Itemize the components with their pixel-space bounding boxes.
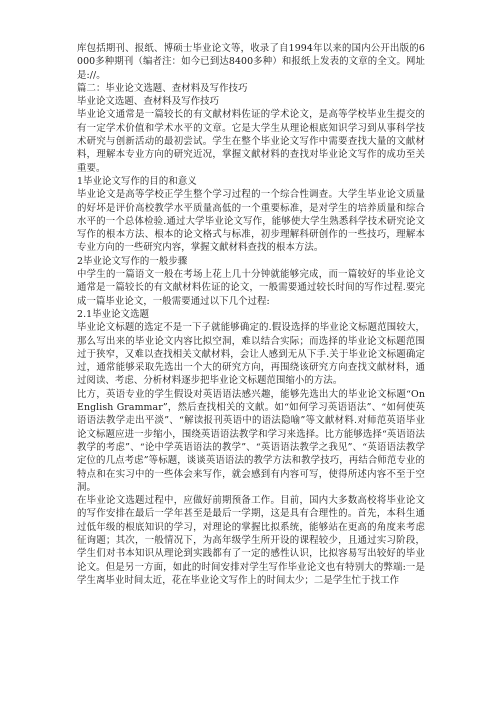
paragraph-thesis-overview: 毕业论文通常是一篇较长的有文献材料佐证的学术论文，是高等学校毕业生提交的有一定学术价值和学术水平的文章。它是大学生从理论根底知识学习到从事科学技术研究与创新活动的最初尝试。学生在整个毕业论文写作中需要查找大量的文献材料，理解本专业方向的研究近况，掌握文献材料的查找对毕业论文写作的成功至关重要。	[77, 109, 425, 174]
article-title: 毕业论文选题、查材料及写作技巧	[77, 96, 220, 108]
document-body	[77, 42, 425, 587]
section-heading-part-two: 篇二：毕业论文选题、查材料及写作技巧	[77, 82, 248, 94]
paragraph-steps-intro: 中学生的一篇语文一般在考场上花上几十分钟就能够完成，而一篇较好的毕业论文通常是一篇较长的有文献材料佐证的论文，一般需要通过较长时间的写作过程.要完成一篇毕业论文，一般需要通过以下几个过程:	[77, 269, 425, 307]
heading-general-steps: 2毕业论文写作的一般步骤	[77, 255, 188, 267]
paragraph-purpose: 毕业论文是高等学校正学生整个学习过程的一个综合性调查。大学生毕业论文质量的好坏是评价高校教学水平质量高低的一个重要标准，是对学生的培养质量和综合水平的一个总体检验.通过大学毕业论文写作，能够使大学生熟悉科学技术研究论文写作的根本方法、根本的论文格式与标准，初步理解科研创作的一些技巧，理解本专业方向的一些研究内容，掌握文献材料查找的根本方法。	[77, 189, 425, 254]
paragraph-topic-selection: 毕业论文标题的选定不是一下子就能够确定的.假设选择的毕业论文标题范围较大，那么写出来的毕业论文内容比拟空洞，难以结合实际；而选择的毕业论文标题范围过于狭窄，又难以查找相关文献材料，会让人感到无从下手.关于毕业论文标题确定过，通常能够采取先选出一个大的研究方向，再围绕该研究方向查找文献材料，通过阅读、考虑、分析材料逐步把毕业论文标题范围缩小的方法。	[77, 322, 425, 387]
heading-topic-selection: 2.1毕业论文选题	[77, 308, 150, 320]
paragraph-database-intro: 库包括期刊、报纸、博硕士毕业论文等，收录了自1994年以来的国内公开出版的6000多种期刊（编者注：如今已到达8400多种）和报纸上发表的文章的全文。网址是://。	[77, 43, 425, 81]
paragraph-preparation: 在毕业论文选题过程中，应做好前期预备工作。目前，国内大多数高校将毕业论文的写作安排在最后一学年甚至是最后一学期，这是具有合理性的。首先，本科生通过低年级的根底知识的学习，对理论的掌握比拟系统，能够站在更高的角度来考虑征询题；其次，一般情况下，为高年级学生所开设的课程较少，且通过实习阶段，学生们对书本知识从理论到实践都有了一定的感性认识，比拟容易写出较好的毕业论文。但是另一方面，如此的时间安排对学生写作毕业论文也有特别大的弊端:一是学生离毕业时间太近，花在毕业论文写作上的时间太少；二是学生忙于找工作	[77, 495, 425, 586]
heading-purpose-significance: 1毕业论文写作的目的和意义	[77, 175, 197, 187]
paragraph-english-example: 比方，英语专业的学生假设对英语语法感兴趣，能够先选出大的毕业论文标题“On English Grammar”，然后查找相关的文献。如“如何学习英语语法”、“如何使英语语法教学走出平淡”、“解读报刊英语中的语法隐喻”等文献材料.对师范英语毕业论文标题应进一步缩小，围绕英语语法教学和学习来选择。比方能够选择“英语语法教学的考虑”、“论中学英语语法的教学”、“英语语法教学之我见”、“英语语法教学定位的几点考虑”等标题，谈谈英语语法的教学方法和教学技巧，再结合师范专业的特点和在实习中的一些体会来写作，就会感到有内容可写，使得所述内容不至于空洞。	[77, 388, 425, 493]
